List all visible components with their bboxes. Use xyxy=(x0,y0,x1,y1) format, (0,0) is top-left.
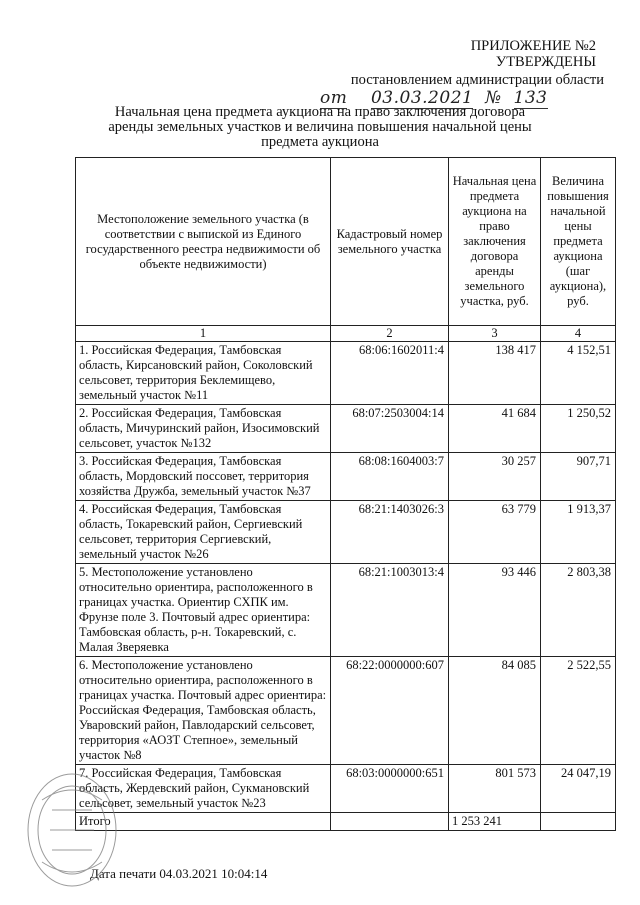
document-title: Начальная цена предмета аукциона на право заключения договора аренды земельных участков и величина повышения начальной цены предмета аукциона xyxy=(108,104,532,150)
row-step: 2 803,38 xyxy=(541,564,616,657)
table-row xyxy=(76,501,616,564)
table-row xyxy=(76,453,616,501)
column-number: 2 xyxy=(331,326,449,342)
column-number-row xyxy=(76,326,616,342)
total-empty-cell xyxy=(331,813,449,831)
row-location: 6. Местоположение установлено относительно ориентира, расположенного в границах участка. Почтовый адрес ориентира: Российская Федерация, Тамбовская область, Уваровский район, Павлодарский сельсовет, территория «АОЗТ Степное», земельный участок №8 xyxy=(76,657,331,765)
column-number: 1 xyxy=(76,326,331,342)
row-price: 801 573 xyxy=(449,765,541,813)
row-cadastral: 68:03:0000000:651 xyxy=(331,765,449,813)
handwritten-prefix: от xyxy=(320,88,348,108)
row-price: 138 417 xyxy=(449,342,541,405)
total-label: Итого xyxy=(76,813,331,831)
header-location: Местоположение земельного участка (в соответствии с выпиской из Единого государственного реестра недвижимости об объекте недвижимости) xyxy=(76,158,331,326)
row-step: 907,71 xyxy=(541,453,616,501)
official-stamp-icon xyxy=(22,770,122,890)
total-price: 1 253 241 xyxy=(449,813,541,831)
decree-label: постановлением администрации области xyxy=(350,72,604,88)
header-step: Величина повышения начальной цены предмета аукциона (шаг аукциона), руб. xyxy=(541,158,616,326)
row-location: 3. Российская Федерация, Тамбовская область, Мордовский поссовет, территория хозяйства Дружба, земельный участок №37 xyxy=(76,453,331,501)
row-step: 1 250,52 xyxy=(541,405,616,453)
row-location: 5. Местоположение установлено относительно ориентира, расположенного в границах участка. Ориентир СХПК им. Фрунзе поле 3. Почтовый адрес ориентира: Тамбовская область, р-н. Токаревский, с. Малая Зверяевка xyxy=(76,564,331,657)
print-date: Дата печати 04.03.2021 10:04:14 xyxy=(90,866,268,881)
row-price: 93 446 xyxy=(449,564,541,657)
table-row xyxy=(76,564,616,657)
handwritten-no-sign: № xyxy=(485,88,502,108)
column-number: 4 xyxy=(541,326,616,342)
row-price: 41 684 xyxy=(449,405,541,453)
row-price: 30 257 xyxy=(449,453,541,501)
table-row xyxy=(76,765,616,813)
header-price: Начальная цена предмета аукциона на право заключения договора аренды земельного участка, руб. xyxy=(449,158,541,326)
row-cadastral: 68:21:1003013:4 xyxy=(331,564,449,657)
row-location: 4. Российская Федерация, Тамбовская область, Токаревский район, Сергиевский сельсовет, территория Сергиевский, земельный участок №26 xyxy=(76,501,331,564)
row-cadastral: 68:21:1403026:3 xyxy=(331,501,449,564)
row-step: 2 522,55 xyxy=(541,657,616,765)
auction-table xyxy=(75,157,616,831)
row-location: 2. Российская Федерация, Тамбовская область, Мичуринский район, Изосимовский сельсовет, участок №132 xyxy=(76,405,331,453)
row-step: 4 152,51 xyxy=(541,342,616,405)
row-price: 84 085 xyxy=(449,657,541,765)
appendix-label: ПРИЛОЖЕНИЕ №2 xyxy=(470,38,596,54)
column-number: 3 xyxy=(449,326,541,342)
row-cadastral: 68:22:0000000:607 xyxy=(331,657,449,765)
row-cadastral: 68:08:1604003:7 xyxy=(331,453,449,501)
row-cadastral: 68:07:2503004:14 xyxy=(331,405,449,453)
handwritten-number: 133 xyxy=(513,88,548,108)
total-empty-cell xyxy=(541,813,616,831)
row-location: 7. Российская Федерация, Тамбовская область, Жердевский район, Сукмановский сельсовет, земельный участок №23 xyxy=(76,765,331,813)
handwritten-date: 03.03.2021 xyxy=(370,88,474,108)
table-row xyxy=(76,342,616,405)
header-cadastral: Кадастровый номер земельного участка xyxy=(331,158,449,326)
row-step: 1 913,37 xyxy=(541,501,616,564)
row-cadastral: 68:06:1602011:4 xyxy=(331,342,449,405)
approved-label: УТВЕРЖДЕНЫ xyxy=(495,54,596,70)
row-location: 1. Российская Федерация, Тамбовская область, Кирсановский район, Соколовский сельсовет, территория Беклемищево, земельный участок №11 xyxy=(76,342,331,405)
table-row xyxy=(76,405,616,453)
table-header-row xyxy=(76,158,616,326)
row-price: 63 779 xyxy=(449,501,541,564)
row-step: 24 047,19 xyxy=(541,765,616,813)
table-row xyxy=(76,657,616,765)
total-row xyxy=(76,813,616,831)
